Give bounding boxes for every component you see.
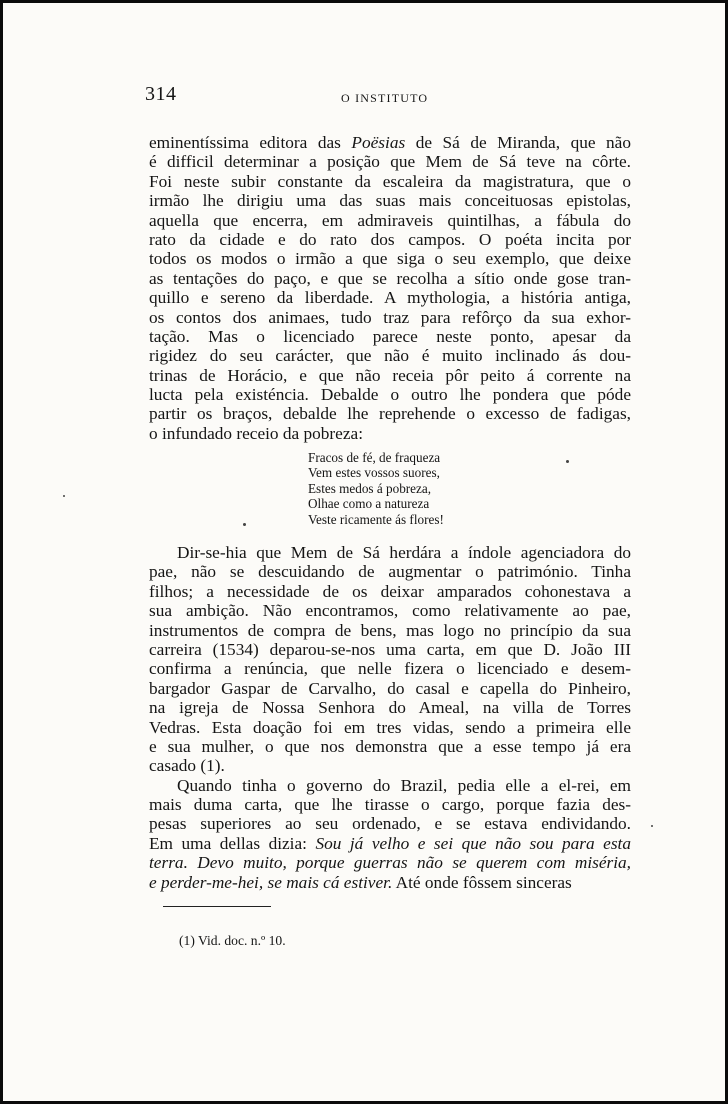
italic-text: terra. Devo muito, porque guerras não se querem com miséria, — [149, 853, 631, 873]
verse-line: Veste ricamente ás flores! — [308, 511, 444, 527]
text-line — [149, 385, 631, 404]
text-run: os contos dos animaes, tudo traz para refôrço da sua exhor- — [149, 307, 631, 327]
text-run: eminentíssima editora das — [149, 133, 352, 152]
text-run: confirma a renúncia, que nelle fizera o licenciado e desem- — [149, 659, 631, 679]
text-run: na igreja de Nossa Senhora do Ameal, na villa de Torres — [149, 698, 631, 718]
text-line — [149, 152, 631, 171]
text-run: tação. Mas o licenciado parece neste ponto, apesar da — [149, 326, 631, 346]
text-line — [149, 621, 631, 640]
text-line — [149, 640, 631, 659]
text-line — [149, 853, 631, 872]
running-title: O INSTITUTO — [341, 91, 429, 105]
text-line — [149, 543, 631, 562]
text-line — [149, 327, 631, 346]
text-line — [149, 756, 631, 775]
text-run: quillo e sereno da liberdade. A mythologia, a história antiga, — [149, 288, 631, 308]
verse-line: Olhae como a natureza — [308, 496, 430, 512]
text-line — [149, 308, 631, 327]
text-run: trinas de Horácio, e que não receia pôr peito á corrente na — [149, 365, 631, 385]
text-run: lucta pela existéncia. Debalde o outro lhe pondera que póde — [149, 385, 631, 405]
text-run: irmão lhe dirigiu uma das suas mais conceituosas epistolas, — [149, 191, 631, 211]
text-line — [149, 698, 631, 717]
text-line — [149, 737, 631, 756]
text-line — [149, 249, 631, 268]
text-line — [149, 679, 631, 698]
text-line — [149, 288, 631, 307]
footnote: (1) Vid. doc. n.º 10. — [179, 933, 286, 948]
text-run: as tentações do paço, e que se recolha a sítio onde gose tran- — [149, 268, 631, 288]
text-run: todos os modos o irmão a que siga o seu exemplo, que deixe — [149, 249, 631, 269]
text-run: pesas superiores ao seu ordenado, e se estava endividando. — [149, 814, 631, 834]
text-line — [149, 659, 631, 678]
text-run: Até onde fôssem sinceras — [392, 872, 572, 892]
text-line — [149, 834, 631, 853]
text-line — [149, 133, 631, 152]
text-run: é difficil determinar a posição que Mem de Sá teve na côrte. — [149, 152, 631, 172]
text-run: de Sá de Miranda, que não — [405, 133, 631, 152]
footnote-rule — [163, 906, 271, 907]
paragraph-2 — [149, 543, 631, 892]
scan-speck — [566, 460, 569, 463]
text-line — [149, 562, 631, 581]
italic-text: Sou já velho e sei que não sou para esta — [315, 833, 631, 853]
text-line — [149, 172, 631, 191]
verse-line: Estes medos á pobreza, — [308, 480, 432, 496]
text-run: instrumentos de compra de bens, mas logo no princípio da sua — [149, 620, 631, 640]
text-run: Quando tinha o governo do Brazil, pedia elle a el-rei, em — [177, 775, 631, 795]
text-line — [149, 404, 631, 423]
text-line — [149, 191, 631, 210]
text-run: Em uma dellas dizia: — [149, 833, 316, 853]
text-run: rigidez do seu carácter, que não é muito inclinado ás dou- — [149, 346, 631, 366]
text-line — [149, 795, 631, 814]
verse-line: Vem estes vossos suores, — [308, 465, 440, 481]
text-run: pae, não se descuidando de augmentar o património. Tinha — [149, 562, 631, 582]
text-line — [149, 269, 631, 288]
text-run: aquella que encerra, em admiraveis quintilhas, a fábula do — [149, 210, 631, 230]
text-run: Foi neste subir constante da escaleira da magistratura, que o — [149, 171, 631, 191]
scan-speck — [651, 825, 653, 827]
text-run: rato da cidade e do rato dos campos. O poéta incita por — [149, 229, 631, 249]
text-run: partir os braços, debalde lhe reprehende o excesso de fadigas, — [149, 404, 631, 424]
text-line — [149, 814, 631, 833]
text-line — [149, 230, 631, 249]
text-run: Dir-se-hia que Mem de Sá herdára a índole agenciadora do — [177, 543, 631, 562]
text-line — [149, 424, 631, 443]
text-run: o infundado receio da pobreza: — [149, 423, 363, 443]
text-line — [149, 366, 631, 385]
italic-text: e perder-me-hei, se mais cá estiver. — [149, 872, 393, 892]
verse-quotation — [308, 450, 498, 527]
scan-speck — [63, 495, 65, 497]
text-run: filhos; a necessidade de os deixar amparados cohonestava a — [149, 581, 631, 601]
text-line — [149, 601, 631, 620]
text-run: e sua mulher, o que nos demonstra que a esse tempo já era — [149, 736, 631, 756]
text-run: sua ambição. Não encontramos, como relativamente ao pae, — [149, 601, 631, 621]
text-line — [149, 211, 631, 230]
page-number: 314 — [145, 83, 177, 105]
scan-speck — [243, 523, 246, 526]
text-line — [149, 582, 631, 601]
text-line — [149, 776, 631, 795]
text-run: bargador Gaspar de Carvalho, do casal e capella do Pinheiro, — [149, 678, 631, 698]
text-run: carreira (1534) deparou-se-nos uma carta, em que D. João III — [149, 639, 631, 659]
text-line — [149, 718, 631, 737]
text-run: Vedras. Esta doação foi em tres vidas, sendo a primeira elle — [149, 717, 631, 737]
text-run: casado (1). — [149, 756, 225, 776]
text-line — [149, 873, 631, 892]
page-header — [145, 83, 631, 109]
text-run: mais duma carta, que lhe tirasse o cargo, porque fazia des- — [149, 795, 631, 815]
verse-line: Fracos de fé, de fraqueza — [308, 450, 441, 465]
italic-text: Poësias — [351, 133, 406, 152]
text-line — [149, 346, 631, 365]
paragraph-1 — [149, 133, 631, 443]
